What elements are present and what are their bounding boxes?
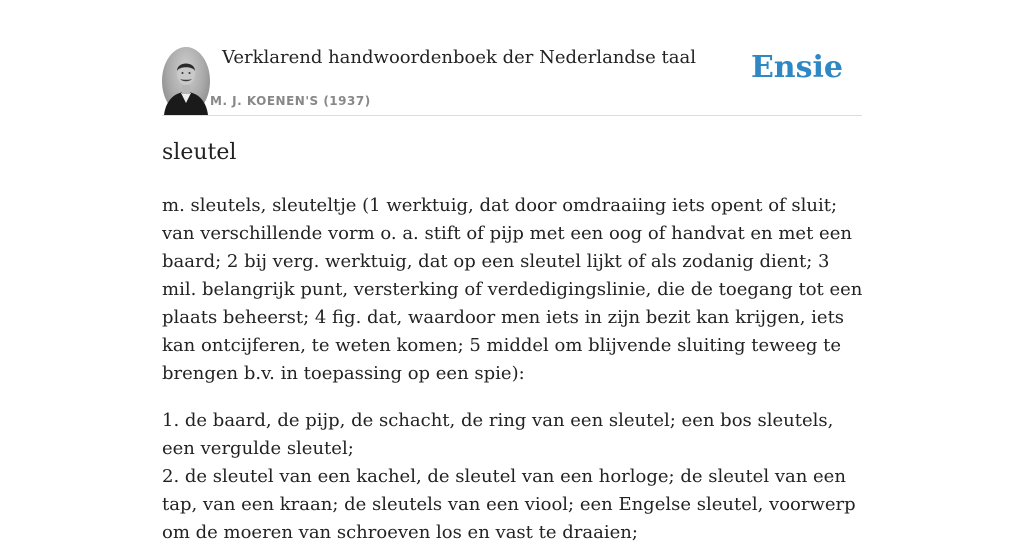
portrait-photo-icon <box>162 47 210 115</box>
dictionary-header <box>162 40 862 116</box>
entry-definition: m. sleutels, sleuteltje (1 werktuig, dat door omdraaiing iets opent of sluit; van verschillende vorm o. a. stift of pijp met een oog of handvat en met een baard; 2 bij verg. werktuig, dat op een sleutel lijkt of als zodanig dient; 3 mil. belangrijk punt, versterking of verdedigingslinie, die de toegang tot een plaats beheerst; 4 fig. dat, waardoor men iets in zijn bezit kan krijgen, iets kan ontcijferen, te weten komen; 5 middel om blijvende sluiting teweeg te brengen b.v. in toepassing op een spie): <box>162 195 863 384</box>
ensie-logo-link[interactable]: Ensie <box>750 50 843 85</box>
author-portrait <box>162 47 210 115</box>
entry-examples <box>162 407 867 547</box>
example-item: 2. de sleutel van een kachel, de sleutel van een horloge; de sleutel van een tap, van een kraan; de sleutels van een viool; een Engelse sleutel, voorwerp om de moeren van schroeven los en vast te draaien; <box>162 466 856 543</box>
entry-headword: sleutel <box>162 140 237 165</box>
entry-content <box>162 192 867 547</box>
book-author: M. J. KOENEN'S (1937) <box>210 94 371 108</box>
book-title: Verklarend handwoordenboek der Nederlandse taal <box>222 47 696 68</box>
example-item: 1. de baard, de pijp, de schacht, de ring van een sleutel; een bos sleutels, een vergulde sleutel; <box>162 410 834 459</box>
